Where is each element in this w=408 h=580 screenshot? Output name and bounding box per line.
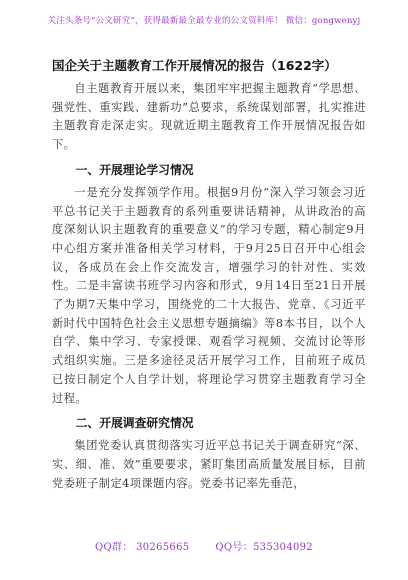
document-title: 国企关于主题教育工作开展情况的报告（1622字）: [52, 58, 337, 73]
contact-footer: [0, 538, 408, 553]
section-heading-theory-study: 一、开展理论学习情况: [75, 162, 194, 177]
section-paragraph-theory-study: 一是充分发挥领学作用。根据9月份“深入学习领会习近平总书记关于主题教育的系列重要讲话精神，从讲政治的高度深刻认识主题教育的重要意义”的学习专题，精心制定9月中心组方案并准备相关学习材料，于9月25日召开中心组会议，各成员在会上作交流发言，增强学习的针对性、实效性。二是丰富读书班学习内容和形式，9月14日至21日开展了为期7天集中学习，围绕党的二十大报告、党章、《习近平新时代中国特色社会主义思想专题摘编》等8本书目，以个人自学、集中学习、专家授课、观看学习视频、交流讨论等形式组织实施。三是多途径灵活开展学习工作，目前班子成员已按日制定个人自学计划，将理论学习贯穿主题教育学习全过程。: [52, 185, 366, 405]
intro-paragraph: 自主题教育开展以来，集团牢牢把握主题教育“学思想、强党性、重实践、建新功”总要求，系统谋划部署，扎实推进主题教育走深走实。现就近期主题教育工作开展情况报告如下。: [52, 82, 366, 152]
document-body: [52, 80, 366, 493]
promo-banner: 关注头条号“公文研究”，获得最新最全最专业的公文资料库！ 微信：gongwenyj: [47, 16, 361, 26]
qq-account-number: QQ号：535304092: [215, 542, 313, 553]
section-paragraph-research: 集团党委认真贯彻落实习近平总书记关于调查研究“深、实、细、准、效”重要要求，紧盯集团高质量发展目标，目前党委班子制定4项课题内容。党委书记率先垂范，: [52, 439, 366, 490]
qq-group-number: QQ群： 30265665: [95, 542, 190, 553]
section-heading-research: 二、开展调查研究情况: [75, 416, 194, 431]
